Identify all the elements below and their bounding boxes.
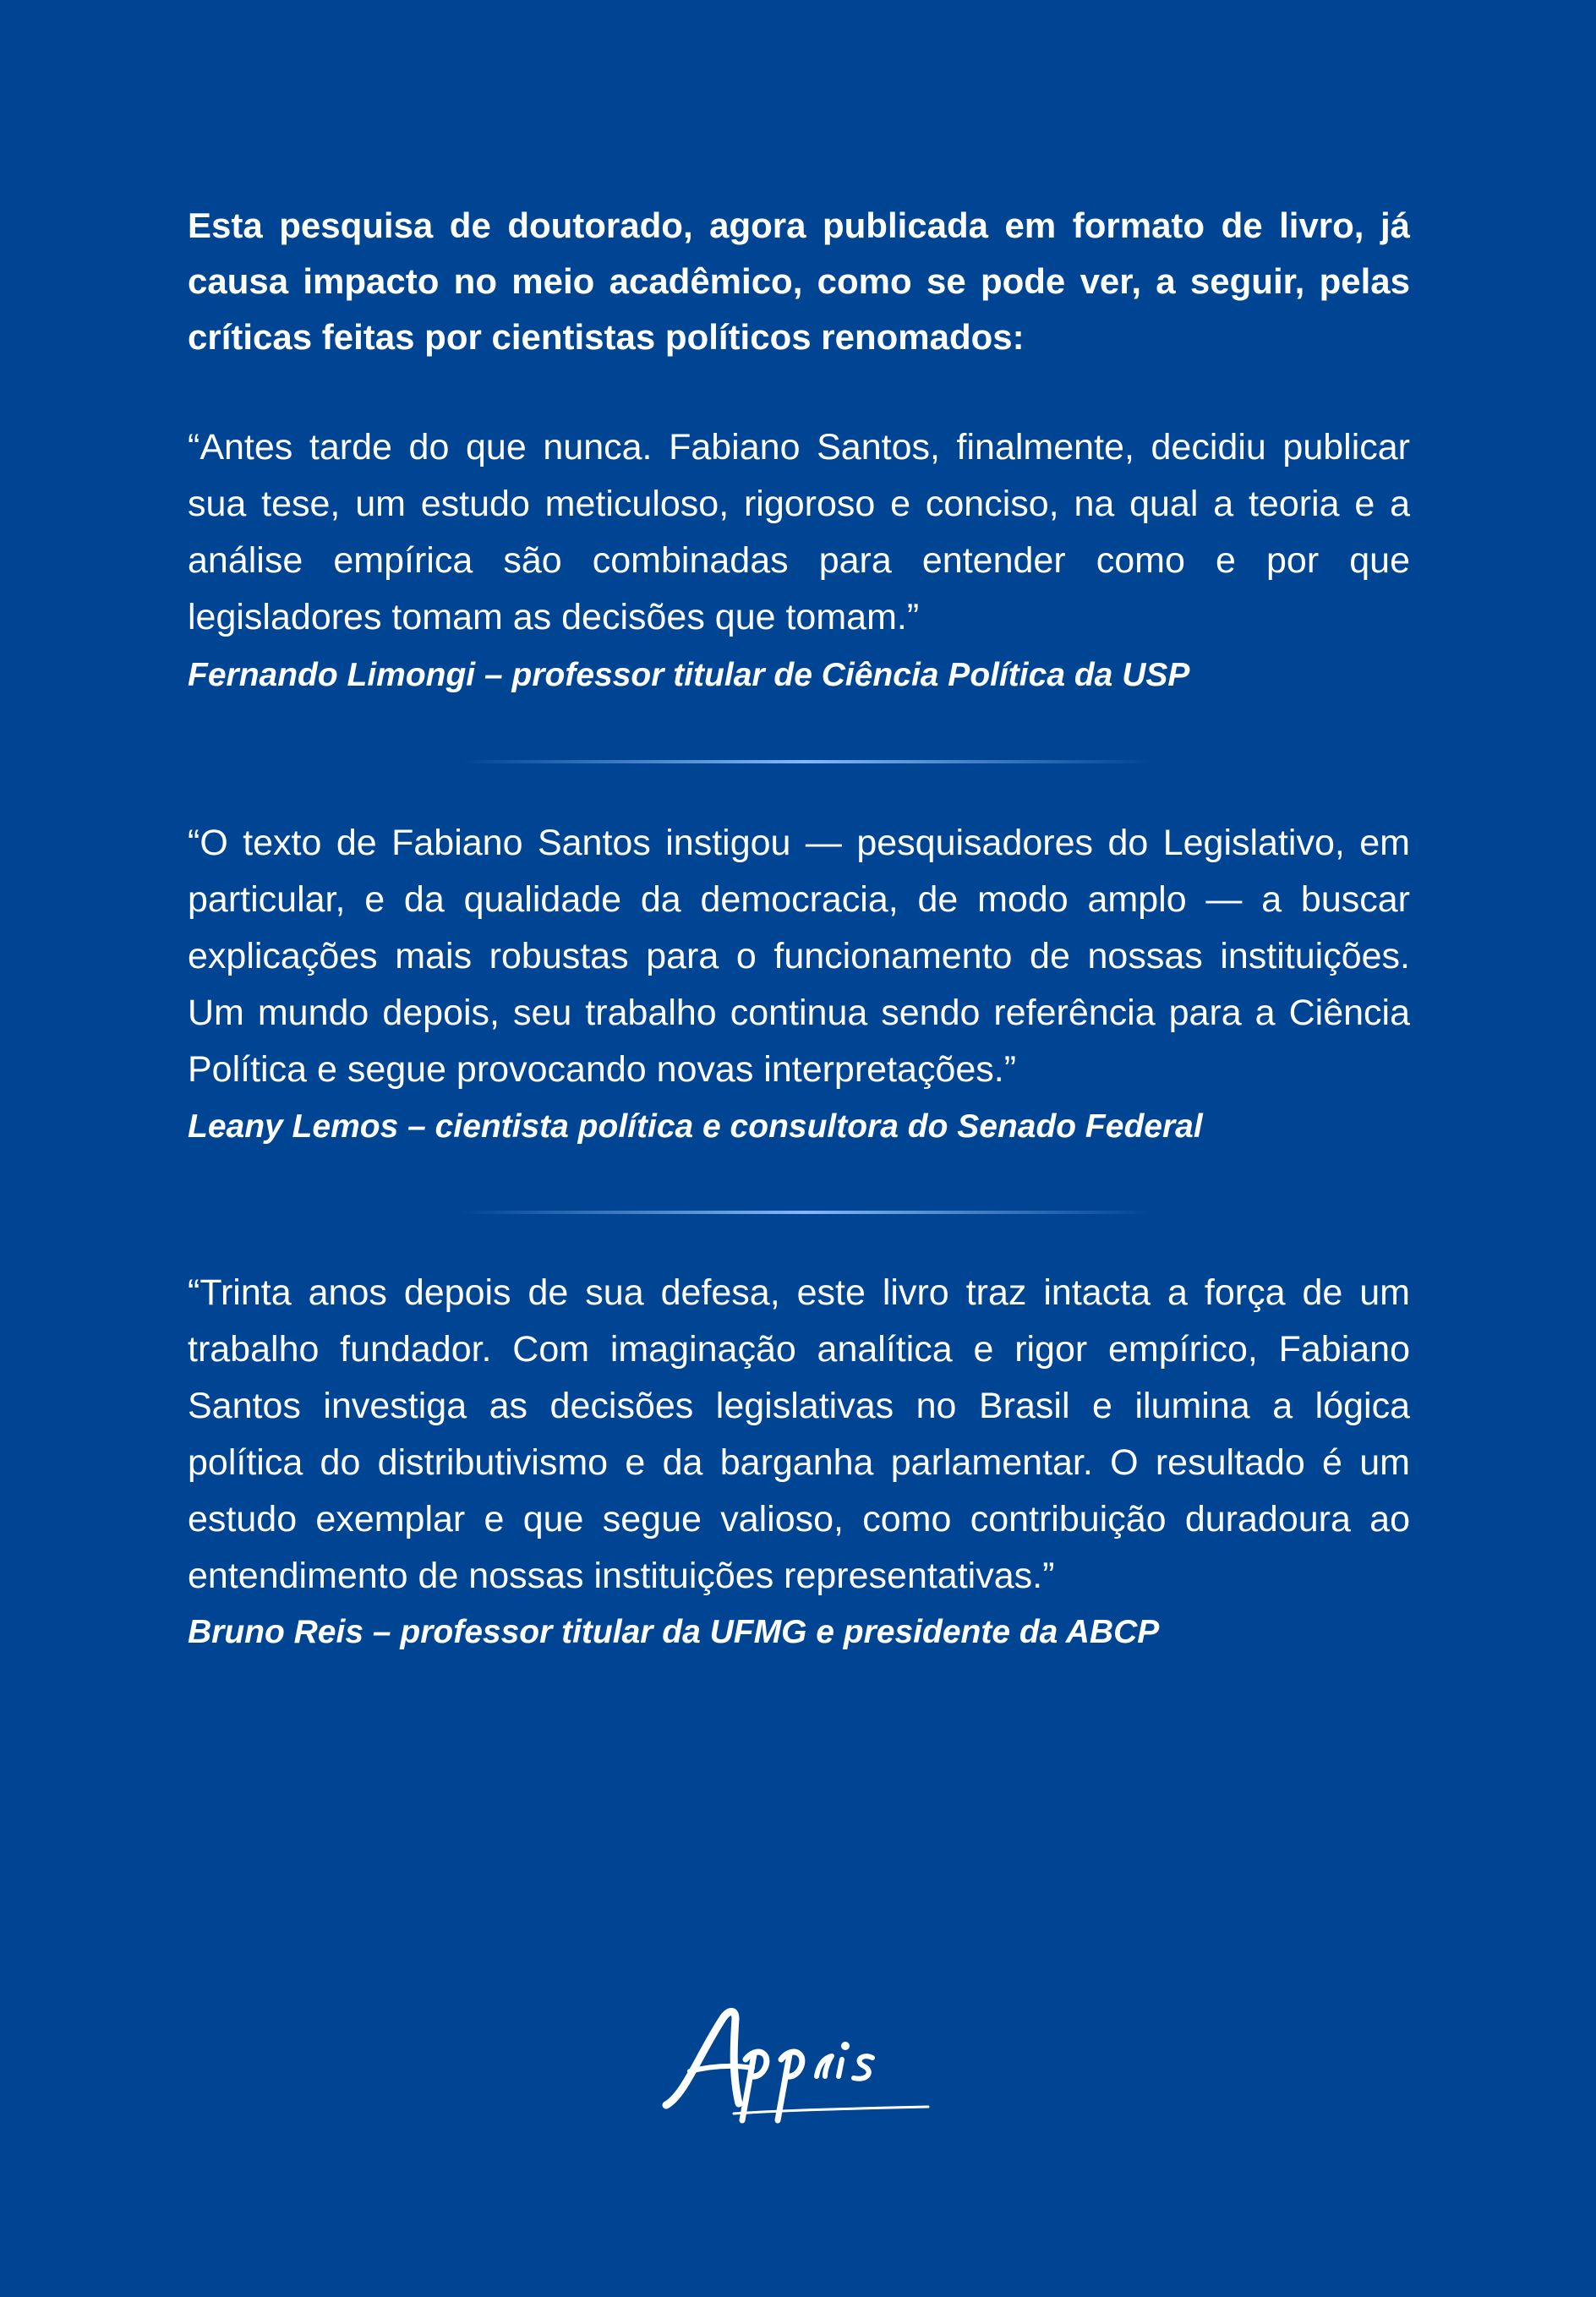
review-quote-reis: “Trinta anos depois de sua defesa, este livro traz intacta a força de um trabalho fundador. Com imaginação analítica e rigor empírico, Fabiano Santos investiga as decisões legislativas no Brasil e ilumina a lógica política do distributivismo e da barganha parlamentar. O resultado é um estudo exemplar e que segue valioso, como contribuição duradoura ao entendimento de nossas instituições representativas.”: [188, 1272, 1410, 1596]
divider-line: [462, 760, 1150, 763]
appris-editorial-logo: [651, 1993, 955, 2129]
review-quote-limongi: “Antes tarde do que nunca. Fabiano Santos, finalmente, decidiu publicar sua tese, um estudo meticuloso, rigoroso e conciso, na qual a teoria e a análise empírica são combinadas para entender como e por que legisladores tomam as decisões que tomam.”: [188, 427, 1410, 637]
review-attribution-lemos: Leany Lemos – cientista política e consultora do Senado Federal: [188, 1108, 1203, 1145]
publisher-logo-icon: [651, 1993, 955, 2129]
divider-line: [462, 1211, 1150, 1214]
review-attribution-reis: Bruno Reis – professor titular da UFMG e presidente da ABCP: [188, 1614, 1160, 1650]
review-attribution-limongi: Fernando Limongi – professor titular de Ciência Política da USP: [188, 657, 1190, 693]
review-quote-lemos: “O texto de Fabiano Santos instigou — pesquisadores do Legislativo, em particular, e da qualidade da democracia, de modo amplo — a buscar explicações mais robustas para o funcionamento de nossas instituições. Um mundo depois, seu trabalho continua sendo referência para a Ciência Política e segue provocando novas interpretações.”: [188, 823, 1410, 1090]
intro-paragraph: Esta pesquisa de doutorado, agora publicada em formato de livro, já causa impacto no meio acadêmico, como se pode ver, a seguir, pelas críticas feitas por cientistas políticos renomados:: [188, 205, 1410, 357]
